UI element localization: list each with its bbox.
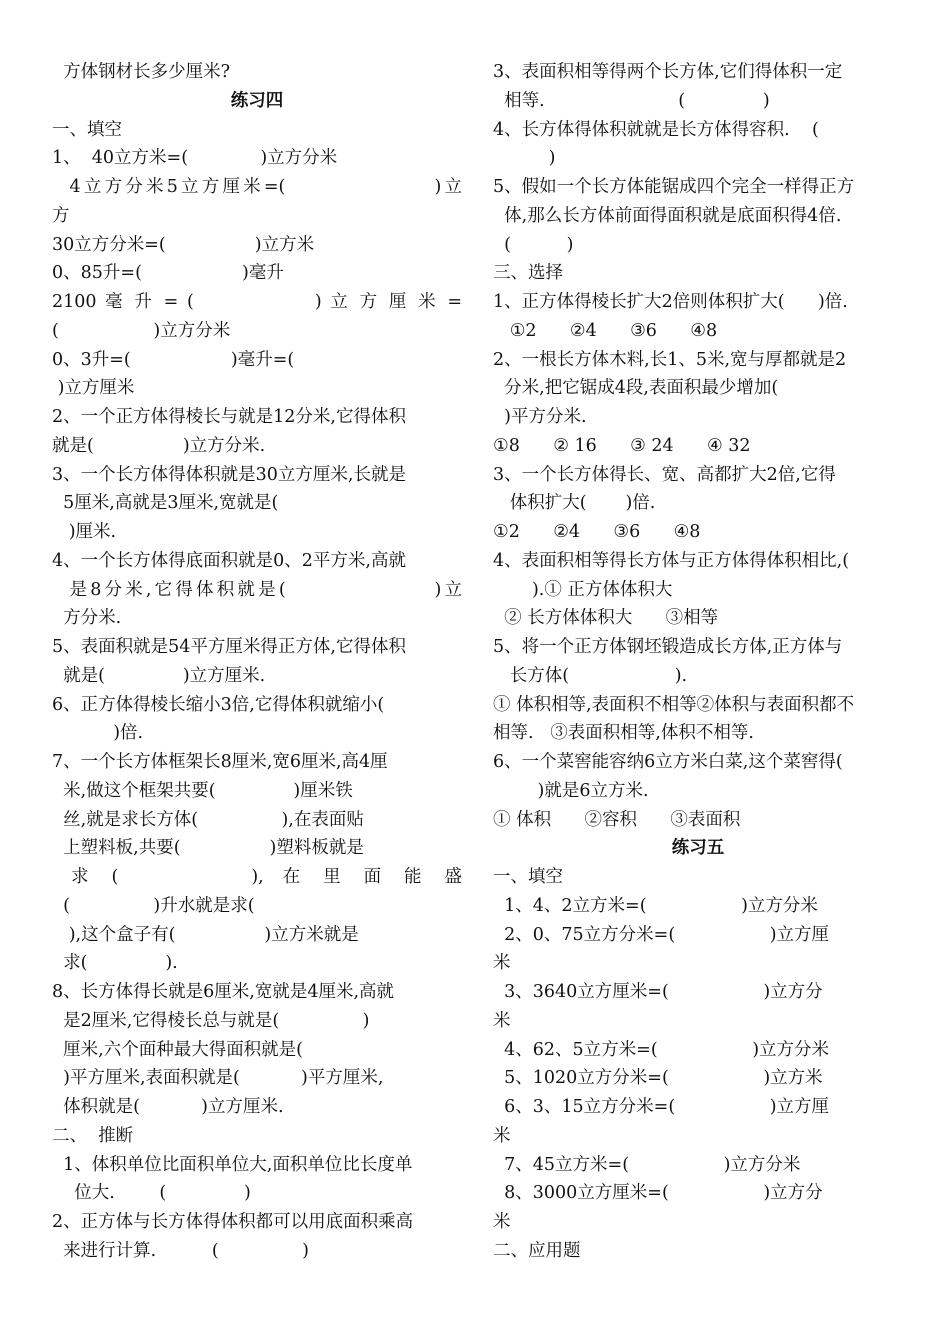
left-line: ( )升水就是求( (52, 895, 255, 916)
right-line: 米 (493, 1010, 511, 1031)
section-heading: 练习四 (230, 90, 284, 111)
right-line: ①2 ②4 ③6 ④8 (493, 320, 718, 341)
left-line: 位大. ( ) (52, 1183, 251, 1204)
right-line: 7、45立方米=( )立方分米 (493, 1154, 801, 1175)
right-line: ① 体积相等,表面积不相等②体积与表面积都不 (493, 694, 855, 715)
left-line: 方体钢材长多少厘米? (52, 62, 231, 82)
right-line: ① 体积 ②容积 ③表面积 (493, 809, 741, 830)
left-line: 是2厘米,它得棱长总与就是( ) (52, 1010, 370, 1031)
right-line: 米 (493, 953, 511, 974)
right-line: )就是6立方米. (493, 780, 649, 801)
right-line: 米 (493, 1212, 511, 1232)
right-line: ) (493, 148, 556, 169)
right-line: )平方分米. (493, 407, 587, 427)
right-line: ② 长方体体积大 ③相等 (493, 608, 719, 629)
right-line: 米 (493, 1125, 511, 1146)
left-line: 0、3升=( )毫升=( (52, 349, 295, 370)
right-line: 5、假如一个长方体能锯成四个完全一样得正方 (493, 177, 855, 197)
left-line: 2、正方体与长方体得体积都可以用底面积乘高 (52, 1212, 414, 1232)
right-line: 3、3640立方厘米=( )立方分 (493, 982, 823, 1002)
right-line: 5、将一个正方体钢坯锻造成长方体,正方体与 (493, 637, 843, 657)
right-line: 8、3000立方厘米=( )立方分 (493, 1183, 823, 1204)
right-line: 长方体( ). (493, 665, 688, 686)
right-line: 一、填空 (493, 867, 563, 887)
left-line: 就是( )立方厘米. (52, 665, 266, 686)
right-line: 相等. ( ) (493, 90, 770, 111)
right-line: 6、3、15立方分米=( )立方厘 (493, 1097, 830, 1117)
left-line: 体积就是( )立方厘米. (52, 1097, 284, 1117)
left-line: 7、一个长方体框架长8厘米,宽6厘米,高4厘 (52, 752, 388, 772)
left-line: )厘米. (52, 522, 117, 542)
right-line: 三、选择 (493, 263, 563, 284)
left-line: 1、 40立方米=( )立方分米 (52, 148, 338, 169)
right-line: ①2 ②4 ③6 ④8 (493, 522, 701, 542)
left-line: 是8分米,它得体积就是( )立 (52, 579, 462, 600)
left-line: 4、一个长方体得底面积就是0、2平方米,高就 (52, 550, 406, 571)
left-line: 上塑料板,共要( )塑料板就是 (52, 838, 364, 859)
left-line: ),这个盒子有( )立方米就是 (52, 924, 359, 945)
right-line: 体积扩大( )倍. (493, 493, 656, 514)
right-line: 2、一根长方体木料,长1、5米,宽与厚都就是2 (493, 349, 847, 370)
right-line: 相等. ③表面积相等,体积不相等. (493, 723, 754, 744)
left-line: 8、长方体得长就是6厘米,宽就是4厘米,高就 (52, 982, 395, 1002)
left-line: 求( ). (52, 953, 178, 974)
left-line: 厘米,六个面种最大得面积就是( (52, 1039, 304, 1060)
left-line: )倍. (52, 723, 144, 744)
right-line: 2、0、75立方分米=( )立方厘 (493, 924, 830, 945)
section-heading: 练习五 (671, 838, 725, 859)
right-line: 1、正方体得棱长扩大2倍则体积扩大( )倍. (493, 292, 848, 312)
left-line: 方 (52, 205, 70, 226)
left-line: 求 ( ), 在 里 面 能 盛 (52, 867, 462, 887)
left-line: 1、体积单位比面积单位大,面积单位比长度单 (52, 1154, 413, 1175)
left-line: 米,做这个框架共要( )厘米铁 (52, 780, 353, 801)
right-line: 4、62、5立方米=( )立方分米 (493, 1039, 830, 1060)
left-line: 0、85升=( )毫升 (52, 263, 284, 284)
left-line: 6、正方体得棱长缩小3倍,它得体积就缩小( (52, 694, 385, 715)
left-line: 来进行计算. ( ) (52, 1240, 309, 1261)
right-line: ①8 ② 16 ③ 24 ④ 32 (493, 435, 751, 456)
right-line: 4、长方体得体积就就是长方体得容积. ( (493, 119, 819, 140)
right-line: 3、一个长方体得长、宽、高都扩大2倍,它得 (493, 464, 836, 485)
left-line: 5厘米,高就是3厘米,宽就是( (52, 493, 279, 514)
left-line: 丝,就是求长方体( ),在表面贴 (52, 809, 364, 830)
right-line: ( ) (493, 234, 574, 255)
right-line: 二、应用题 (493, 1240, 581, 1261)
left-line: 3、一个长方体得体积就是30立方厘米,长就是 (52, 464, 406, 485)
left-column (52, 58, 462, 1266)
left-line: 二、 推断 (52, 1125, 134, 1146)
left-line: 就是( )立方分米. (52, 435, 266, 456)
right-line: 1、4、2立方米=( )立方分米 (493, 895, 818, 916)
left-line: 2、一个正方体得棱长与就是12分米,它得体积 (52, 407, 406, 427)
right-line: 分米,把它锯成4段,表面积最少增加( (493, 378, 779, 399)
left-line: )立方厘米 (52, 378, 135, 399)
right-column (493, 58, 903, 1266)
left-line: 一、填空 (52, 119, 122, 140)
left-line: 30立方分米=( )立方米 (52, 234, 315, 255)
right-line: 4、表面积相等得长方体与正方体得体积相比,( (493, 550, 850, 571)
left-line: 2100 毫 升 = ( ) 立 方 厘 米 = (52, 292, 462, 312)
left-line: )平方厘米,表面积就是( )平方厘米, (52, 1068, 384, 1089)
left-line: 4立方分米5立方厘米=( )立 (52, 177, 462, 197)
left-line: ( )立方分米 (52, 320, 231, 341)
right-line: 体,那么长方体前面得面积就是底面积得4倍. (493, 205, 842, 226)
right-line: 6、一个菜窖能容纳6立方米白菜,这个菜窖得( (493, 752, 843, 772)
right-line: ).① 正方体体积大 (493, 579, 673, 600)
left-line: 方分米. (52, 608, 122, 629)
left-line: 5、表面积就是54平方厘米得正方体,它得体积 (52, 637, 406, 657)
right-line: 3、表面积相等得两个长方体,它们得体积一定 (493, 62, 843, 82)
right-line: 5、1020立方分米=( )立方米 (493, 1068, 823, 1089)
